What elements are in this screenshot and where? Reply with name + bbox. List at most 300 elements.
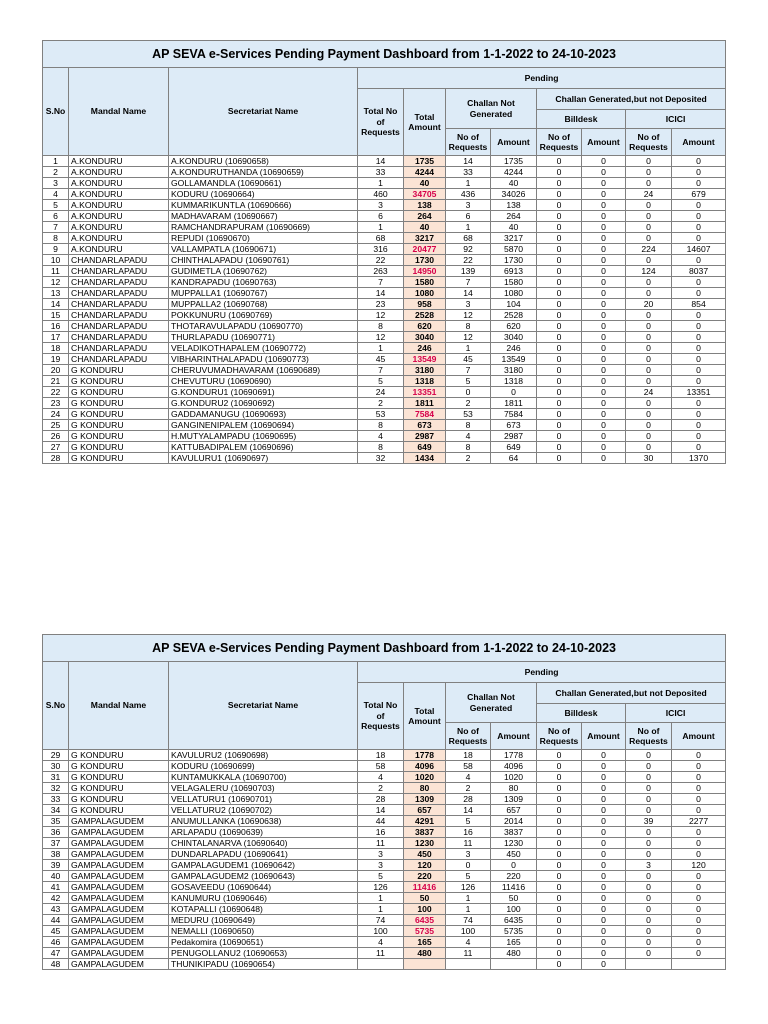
icici-amount-cell: 0 bbox=[672, 794, 726, 805]
table-row bbox=[43, 266, 726, 277]
mandal-cell: G KONDURU bbox=[69, 420, 169, 431]
icici-amount-cell: 0 bbox=[672, 431, 726, 442]
total-requests-cell: 44 bbox=[358, 816, 404, 827]
total-requests-cell: 3 bbox=[358, 860, 404, 871]
billdesk-requests-cell: 0 bbox=[537, 420, 582, 431]
billdesk-requests-cell: 0 bbox=[537, 761, 582, 772]
billdesk-requests-cell: 0 bbox=[537, 387, 582, 398]
icici-requests-cell: 20 bbox=[626, 299, 672, 310]
cng-amount-cell: 480 bbox=[491, 948, 537, 959]
table-row bbox=[43, 178, 726, 189]
secretariat-cell: GAMPALAGUDEM1 (10690642) bbox=[169, 860, 358, 871]
cng-requests-cell: 68 bbox=[446, 233, 491, 244]
mandal-cell: GAMPALAGUDEM bbox=[69, 838, 169, 849]
cng-requests-cell: 3 bbox=[446, 849, 491, 860]
total-requests-cell: 12 bbox=[358, 332, 404, 343]
cng-requests-cell: 53 bbox=[446, 409, 491, 420]
icici-requests-cell: 30 bbox=[626, 453, 672, 464]
total-requests-cell: 74 bbox=[358, 915, 404, 926]
total-amount-cell: 3217 bbox=[404, 233, 446, 244]
secretariat-cell: ANUMULLANKA (10690638) bbox=[169, 816, 358, 827]
billdesk-requests-cell: 0 bbox=[537, 442, 582, 453]
table-row bbox=[43, 453, 726, 464]
total-amount-cell: 958 bbox=[404, 299, 446, 310]
cng-requests-cell: 2 bbox=[446, 783, 491, 794]
icici-requests-header: No of Requests bbox=[626, 129, 672, 156]
billdesk-amount-cell: 0 bbox=[582, 277, 626, 288]
billdesk-requests-cell: 0 bbox=[537, 211, 582, 222]
billdesk-amount-cell: 0 bbox=[582, 794, 626, 805]
icici-requests-header: No of Requests bbox=[626, 723, 672, 750]
sno-cell: 26 bbox=[43, 431, 69, 442]
cng-amount-cell: 4096 bbox=[491, 761, 537, 772]
cng-requests-cell: 126 bbox=[446, 882, 491, 893]
icici-requests-cell: 0 bbox=[626, 431, 672, 442]
cng-amount-cell: 264 bbox=[491, 211, 537, 222]
cng-amount-cell: 6435 bbox=[491, 915, 537, 926]
secretariat-cell: THURLAPADU (10690771) bbox=[169, 332, 358, 343]
sno-cell: 17 bbox=[43, 332, 69, 343]
billdesk-amount-cell: 0 bbox=[582, 343, 626, 354]
icici-requests-cell: 0 bbox=[626, 277, 672, 288]
icici-header: ICICI bbox=[626, 704, 726, 723]
billdesk-amount-cell: 0 bbox=[582, 189, 626, 200]
total-requests-cell: 11 bbox=[358, 948, 404, 959]
total-amount-cell: 14950 bbox=[404, 266, 446, 277]
billdesk-amount-cell: 0 bbox=[582, 915, 626, 926]
mandal-cell: CHANDARLAPADU bbox=[69, 288, 169, 299]
cng-amount-cell: 620 bbox=[491, 321, 537, 332]
icici-requests-cell: 0 bbox=[626, 343, 672, 354]
icici-requests-cell: 0 bbox=[626, 398, 672, 409]
table-row bbox=[43, 959, 726, 970]
total-requests-cell: 12 bbox=[358, 310, 404, 321]
sno-cell: 44 bbox=[43, 915, 69, 926]
billdesk-requests-cell: 0 bbox=[537, 222, 582, 233]
icici-requests-cell: 0 bbox=[626, 376, 672, 387]
billdesk-requests-cell: 0 bbox=[537, 794, 582, 805]
sno-cell: 30 bbox=[43, 761, 69, 772]
secretariat-cell: VELADIKOTHAPALEM (10690772) bbox=[169, 343, 358, 354]
table-row bbox=[43, 255, 726, 266]
total-amount-cell: 6435 bbox=[404, 915, 446, 926]
billdesk-requests-header: No of Requests bbox=[537, 129, 582, 156]
total-requests-cell: 3 bbox=[358, 849, 404, 860]
cng-amount-cell: 220 bbox=[491, 871, 537, 882]
icici-requests-cell: 0 bbox=[626, 750, 672, 761]
sno-cell: 43 bbox=[43, 904, 69, 915]
mandal-cell: G KONDURU bbox=[69, 431, 169, 442]
icici-amount-cell: 0 bbox=[672, 827, 726, 838]
secretariat-cell: KUNTAMUKKALA (10690700) bbox=[169, 772, 358, 783]
total-requests-cell bbox=[358, 959, 404, 970]
secretariat-cell: Pedakomira (10690651) bbox=[169, 937, 358, 948]
sno-cell: 1 bbox=[43, 156, 69, 167]
billdesk-requests-cell: 0 bbox=[537, 200, 582, 211]
billdesk-amount-cell: 0 bbox=[582, 816, 626, 827]
cng-amount-cell: 34026 bbox=[491, 189, 537, 200]
icici-amount-cell: 14607 bbox=[672, 244, 726, 255]
total-amount-cell: 264 bbox=[404, 211, 446, 222]
cng-amount-cell: 40 bbox=[491, 178, 537, 189]
billdesk-amount-cell: 0 bbox=[582, 904, 626, 915]
billdesk-amount-cell: 0 bbox=[582, 860, 626, 871]
cng-requests-cell: 5 bbox=[446, 376, 491, 387]
total-amount-cell: 1309 bbox=[404, 794, 446, 805]
total-amount-cell: 480 bbox=[404, 948, 446, 959]
table-row bbox=[43, 805, 726, 816]
billdesk-requests-cell: 0 bbox=[537, 299, 582, 310]
icici-requests-cell: 0 bbox=[626, 783, 672, 794]
total-requests-cell: 1 bbox=[358, 893, 404, 904]
total-requests-cell: 5 bbox=[358, 376, 404, 387]
total-amount-cell: 220 bbox=[404, 871, 446, 882]
cng-requests-cell: 3 bbox=[446, 299, 491, 310]
icici-amount-cell: 0 bbox=[672, 255, 726, 266]
total-requests-cell: 1 bbox=[358, 904, 404, 915]
billdesk-amount-cell: 0 bbox=[582, 288, 626, 299]
icici-amount-cell: 854 bbox=[672, 299, 726, 310]
table-row bbox=[43, 882, 726, 893]
sno-cell: 6 bbox=[43, 211, 69, 222]
secretariat-cell: G.KONDURU2 (10690692) bbox=[169, 398, 358, 409]
cng-requests-cell: 14 bbox=[446, 288, 491, 299]
total-requests-cell: 45 bbox=[358, 354, 404, 365]
cng-requests-header: No of Requests bbox=[446, 129, 491, 156]
sno-cell: 42 bbox=[43, 893, 69, 904]
table-row bbox=[43, 189, 726, 200]
mandal-cell: G KONDURU bbox=[69, 750, 169, 761]
billdesk-amount-cell: 0 bbox=[582, 431, 626, 442]
icici-amount-cell: 0 bbox=[672, 937, 726, 948]
sno-cell: 25 bbox=[43, 420, 69, 431]
secretariat-cell: VELLATURU1 (10690701) bbox=[169, 794, 358, 805]
sno-cell: 47 bbox=[43, 948, 69, 959]
sno-cell: 21 bbox=[43, 376, 69, 387]
sno-cell: 45 bbox=[43, 926, 69, 937]
mandal-cell: GAMPALAGUDEM bbox=[69, 827, 169, 838]
billdesk-amount-cell: 0 bbox=[582, 376, 626, 387]
total-requests-cell: 2 bbox=[358, 398, 404, 409]
cng-amount-cell: 5735 bbox=[491, 926, 537, 937]
icici-requests-cell: 0 bbox=[626, 915, 672, 926]
icici-amount-header: Amount bbox=[672, 129, 726, 156]
icici-amount-cell: 0 bbox=[672, 420, 726, 431]
icici-amount-cell: 0 bbox=[672, 200, 726, 211]
cng-requests-cell: 1 bbox=[446, 178, 491, 189]
cng-requests-cell: 4 bbox=[446, 772, 491, 783]
sno-cell: 31 bbox=[43, 772, 69, 783]
billdesk-amount-cell: 0 bbox=[582, 926, 626, 937]
billdesk-amount-cell: 0 bbox=[582, 244, 626, 255]
total-requests-cell: 4 bbox=[358, 431, 404, 442]
cng-requests-cell: 0 bbox=[446, 387, 491, 398]
secretariat-cell: KANUMURU (10690646) bbox=[169, 893, 358, 904]
cng-amount-cell: 13549 bbox=[491, 354, 537, 365]
icici-amount-cell: 0 bbox=[672, 332, 726, 343]
mandal-cell: CHANDARLAPADU bbox=[69, 255, 169, 266]
icici-amount-header: Amount bbox=[672, 723, 726, 750]
total-amount-cell: 450 bbox=[404, 849, 446, 860]
sno-cell: 2 bbox=[43, 167, 69, 178]
total-amount-cell: 1318 bbox=[404, 376, 446, 387]
icici-requests-cell: 0 bbox=[626, 893, 672, 904]
icici-amount-cell: 13351 bbox=[672, 387, 726, 398]
icici-amount-cell: 0 bbox=[672, 178, 726, 189]
billdesk-requests-cell: 0 bbox=[537, 959, 582, 970]
total-requests-cell: 23 bbox=[358, 299, 404, 310]
billdesk-amount-cell: 0 bbox=[582, 233, 626, 244]
icici-requests-cell: 0 bbox=[626, 365, 672, 376]
icici-requests-cell bbox=[626, 959, 672, 970]
total-amount-cell: 165 bbox=[404, 937, 446, 948]
mandal-cell: CHANDARLAPADU bbox=[69, 310, 169, 321]
total-requests-cell: 8 bbox=[358, 321, 404, 332]
sno-cell: 46 bbox=[43, 937, 69, 948]
billdesk-amount-cell: 0 bbox=[582, 365, 626, 376]
total-requests-cell: 53 bbox=[358, 409, 404, 420]
billdesk-amount-cell: 0 bbox=[582, 453, 626, 464]
icici-requests-cell: 0 bbox=[626, 772, 672, 783]
icici-requests-cell: 0 bbox=[626, 838, 672, 849]
sno-cell: 29 bbox=[43, 750, 69, 761]
billdesk-amount-cell: 0 bbox=[582, 420, 626, 431]
cng-requests-cell: 7 bbox=[446, 277, 491, 288]
billdesk-requests-cell: 0 bbox=[537, 376, 582, 387]
mandal-cell: G KONDURU bbox=[69, 761, 169, 772]
table-row bbox=[43, 409, 726, 420]
challan-generated-header: Challan Generated,but not Deposited bbox=[537, 683, 726, 704]
icici-amount-cell: 0 bbox=[672, 838, 726, 849]
cng-amount-cell: 6913 bbox=[491, 266, 537, 277]
secretariat-cell: MUPPALLA2 (10690768) bbox=[169, 299, 358, 310]
secretariat-cell: GOLLAMANDLA (10690661) bbox=[169, 178, 358, 189]
icici-amount-cell: 0 bbox=[672, 772, 726, 783]
total-amount-cell: 13351 bbox=[404, 387, 446, 398]
billdesk-amount-cell: 0 bbox=[582, 937, 626, 948]
sno-cell: 41 bbox=[43, 882, 69, 893]
total-amount-cell: 1811 bbox=[404, 398, 446, 409]
total-requests-header: Total No of Requests bbox=[358, 89, 404, 156]
cng-requests-cell: 45 bbox=[446, 354, 491, 365]
total-requests-cell: 460 bbox=[358, 189, 404, 200]
icici-requests-cell: 0 bbox=[626, 761, 672, 772]
icici-amount-cell: 0 bbox=[672, 222, 726, 233]
icici-amount-cell: 2277 bbox=[672, 816, 726, 827]
sno-cell: 16 bbox=[43, 321, 69, 332]
total-amount-cell: 2987 bbox=[404, 431, 446, 442]
icici-requests-cell: 0 bbox=[626, 233, 672, 244]
billdesk-amount-cell: 0 bbox=[582, 167, 626, 178]
mandal-header: Mandal Name bbox=[69, 662, 169, 750]
icici-requests-cell: 0 bbox=[626, 871, 672, 882]
total-requests-cell: 33 bbox=[358, 167, 404, 178]
secretariat-cell: THOTARAVULAPADU (10690770) bbox=[169, 321, 358, 332]
total-amount-cell: 1020 bbox=[404, 772, 446, 783]
cng-amount-cell: 11416 bbox=[491, 882, 537, 893]
sno-cell: 7 bbox=[43, 222, 69, 233]
total-requests-cell: 68 bbox=[358, 233, 404, 244]
cng-amount-cell: 4244 bbox=[491, 167, 537, 178]
table-row bbox=[43, 343, 726, 354]
total-requests-cell: 1 bbox=[358, 343, 404, 354]
dashboard-sheet-1 bbox=[42, 40, 725, 464]
cng-requests-cell bbox=[446, 959, 491, 970]
icici-requests-cell: 3 bbox=[626, 860, 672, 871]
icici-amount-cell: 0 bbox=[672, 750, 726, 761]
icici-requests-cell: 0 bbox=[626, 794, 672, 805]
secretariat-cell: MEDURU (10690649) bbox=[169, 915, 358, 926]
table-row bbox=[43, 354, 726, 365]
total-requests-cell: 1 bbox=[358, 178, 404, 189]
cng-requests-cell: 11 bbox=[446, 948, 491, 959]
mandal-cell: GAMPALAGUDEM bbox=[69, 816, 169, 827]
total-requests-cell: 32 bbox=[358, 453, 404, 464]
billdesk-amount-cell: 0 bbox=[582, 299, 626, 310]
billdesk-requests-cell: 0 bbox=[537, 321, 582, 332]
sno-cell: 24 bbox=[43, 409, 69, 420]
cng-amount-cell: 80 bbox=[491, 783, 537, 794]
cng-amount-cell: 40 bbox=[491, 222, 537, 233]
icici-amount-cell: 120 bbox=[672, 860, 726, 871]
total-amount-cell: 1778 bbox=[404, 750, 446, 761]
cng-requests-cell: 139 bbox=[446, 266, 491, 277]
billdesk-amount-cell: 0 bbox=[582, 211, 626, 222]
icici-amount-cell: 0 bbox=[672, 211, 726, 222]
cng-amount-cell: 1811 bbox=[491, 398, 537, 409]
sno-cell: 3 bbox=[43, 178, 69, 189]
secretariat-cell: RAMCHANDRAPURAM (10690669) bbox=[169, 222, 358, 233]
sno-header: S.No bbox=[43, 662, 69, 750]
icici-amount-cell: 0 bbox=[672, 156, 726, 167]
icici-requests-cell: 0 bbox=[626, 288, 672, 299]
billdesk-amount-cell: 0 bbox=[582, 827, 626, 838]
total-amount-cell bbox=[404, 959, 446, 970]
sno-cell: 28 bbox=[43, 453, 69, 464]
table-row bbox=[43, 783, 726, 794]
icici-amount-cell: 0 bbox=[672, 893, 726, 904]
secretariat-cell: VALLAMPATLA (10690671) bbox=[169, 244, 358, 255]
table-row bbox=[43, 299, 726, 310]
icici-requests-cell: 39 bbox=[626, 816, 672, 827]
billdesk-amount-cell: 0 bbox=[582, 750, 626, 761]
mandal-cell: A.KONDURU bbox=[69, 156, 169, 167]
billdesk-requests-cell: 0 bbox=[537, 266, 582, 277]
mandal-cell: GAMPALAGUDEM bbox=[69, 937, 169, 948]
challan-generated-header: Challan Generated,but not Deposited bbox=[537, 89, 726, 110]
sno-cell: 10 bbox=[43, 255, 69, 266]
billdesk-requests-cell: 0 bbox=[537, 255, 582, 266]
total-amount-cell: 2528 bbox=[404, 310, 446, 321]
sno-cell: 8 bbox=[43, 233, 69, 244]
billdesk-requests-cell: 0 bbox=[537, 926, 582, 937]
billdesk-requests-cell: 0 bbox=[537, 343, 582, 354]
billdesk-amount-cell: 0 bbox=[582, 178, 626, 189]
billdesk-amount-cell: 0 bbox=[582, 321, 626, 332]
secretariat-cell: MUPPALLA1 (10690767) bbox=[169, 288, 358, 299]
cng-requests-cell: 92 bbox=[446, 244, 491, 255]
table-row bbox=[43, 937, 726, 948]
total-requests-cell: 7 bbox=[358, 277, 404, 288]
billdesk-amount-cell: 0 bbox=[582, 156, 626, 167]
icici-requests-cell: 0 bbox=[626, 420, 672, 431]
secretariat-cell: H.MUTYALAMPADU (10690695) bbox=[169, 431, 358, 442]
billdesk-amount-cell: 0 bbox=[582, 442, 626, 453]
secretariat-cell: CHERUVUMADHAVARAM (10690689) bbox=[169, 365, 358, 376]
billdesk-amount-cell: 0 bbox=[582, 266, 626, 277]
table-row bbox=[43, 288, 726, 299]
sno-cell: 32 bbox=[43, 783, 69, 794]
icici-amount-cell: 0 bbox=[672, 761, 726, 772]
sno-cell: 48 bbox=[43, 959, 69, 970]
total-requests-cell: 14 bbox=[358, 156, 404, 167]
cng-requests-cell: 28 bbox=[446, 794, 491, 805]
billdesk-requests-cell: 0 bbox=[537, 156, 582, 167]
secretariat-cell: KAVULURU2 (10690698) bbox=[169, 750, 358, 761]
total-amount-cell: 50 bbox=[404, 893, 446, 904]
cng-requests-cell: 436 bbox=[446, 189, 491, 200]
total-amount-cell: 1230 bbox=[404, 838, 446, 849]
total-requests-cell: 11 bbox=[358, 838, 404, 849]
total-amount-cell: 11416 bbox=[404, 882, 446, 893]
total-amount-cell: 3837 bbox=[404, 827, 446, 838]
billdesk-requests-cell: 0 bbox=[537, 937, 582, 948]
table-title: AP SEVA e-Services Pending Payment Dashboard from 1-1-2022 to 24-10-2023 bbox=[43, 41, 726, 68]
sno-cell: 40 bbox=[43, 871, 69, 882]
icici-amount-cell: 0 bbox=[672, 442, 726, 453]
mandal-cell: GAMPALAGUDEM bbox=[69, 871, 169, 882]
table-row bbox=[43, 948, 726, 959]
mandal-cell: G KONDURU bbox=[69, 794, 169, 805]
billdesk-requests-cell: 0 bbox=[537, 277, 582, 288]
icici-amount-cell: 0 bbox=[672, 805, 726, 816]
dashboard-sheet-2 bbox=[42, 634, 725, 970]
secretariat-cell: KUMMARIKUNTLA (10690666) bbox=[169, 200, 358, 211]
icici-requests-cell: 0 bbox=[626, 332, 672, 343]
sno-cell: 36 bbox=[43, 827, 69, 838]
cng-requests-cell: 2 bbox=[446, 453, 491, 464]
billdesk-amount-cell: 0 bbox=[582, 398, 626, 409]
mandal-cell: A.KONDURU bbox=[69, 200, 169, 211]
billdesk-amount-cell: 0 bbox=[582, 838, 626, 849]
cng-amount-cell: 5870 bbox=[491, 244, 537, 255]
table-row bbox=[43, 904, 726, 915]
secretariat-cell: POKKUNURU (10690769) bbox=[169, 310, 358, 321]
icici-amount-cell: 8037 bbox=[672, 266, 726, 277]
icici-amount-cell: 0 bbox=[672, 321, 726, 332]
secretariat-cell: KAVULURU1 (10690697) bbox=[169, 453, 358, 464]
cng-requests-cell: 1 bbox=[446, 893, 491, 904]
billdesk-requests-cell: 0 bbox=[537, 332, 582, 343]
cng-amount-cell: 1778 bbox=[491, 750, 537, 761]
mandal-cell: A.KONDURU bbox=[69, 189, 169, 200]
cng-amount-cell: 3180 bbox=[491, 365, 537, 376]
icici-amount-cell: 0 bbox=[672, 354, 726, 365]
cng-requests-cell: 58 bbox=[446, 761, 491, 772]
total-amount-cell: 4096 bbox=[404, 761, 446, 772]
icici-amount-cell: 0 bbox=[672, 310, 726, 321]
cng-amount-cell: 3217 bbox=[491, 233, 537, 244]
billdesk-requests-cell: 0 bbox=[537, 288, 582, 299]
billdesk-amount-cell: 0 bbox=[582, 387, 626, 398]
cng-amount-header: Amount bbox=[491, 129, 537, 156]
total-requests-cell: 316 bbox=[358, 244, 404, 255]
mandal-cell: GAMPALAGUDEM bbox=[69, 882, 169, 893]
billdesk-amount-cell: 0 bbox=[582, 849, 626, 860]
table-title: AP SEVA e-Services Pending Payment Dashboard from 1-1-2022 to 24-10-2023 bbox=[43, 635, 726, 662]
sno-cell: 23 bbox=[43, 398, 69, 409]
billdesk-requests-cell: 0 bbox=[537, 750, 582, 761]
